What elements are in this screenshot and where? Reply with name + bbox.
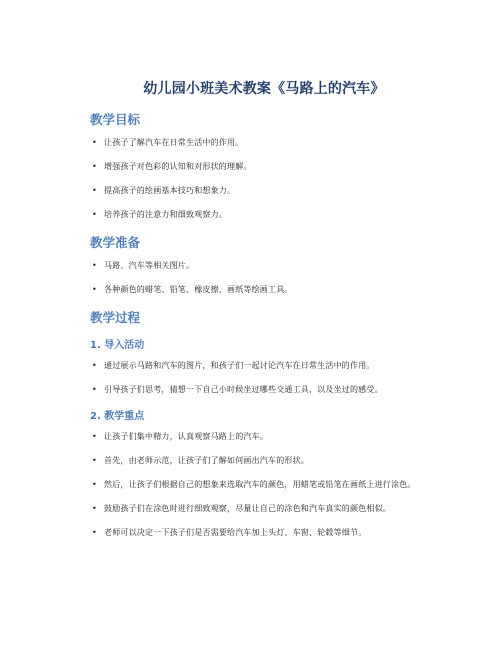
list-item-text: 增强孩子对色彩的认知和对形状的理解。 (104, 162, 252, 171)
list-item (90, 502, 438, 515)
section-heading-objectives: 教学目标 (90, 112, 141, 127)
list-item-text: 然后，让孩子们根据自己的想象来选取汽车的颜色，用蜡笔或铅笔在画纸上进行涂色。 (104, 480, 416, 489)
document-title: 幼儿园小班美术教案《马路上的汽车》 (143, 81, 385, 97)
list-item (90, 526, 438, 539)
bullet-icon: • (92, 385, 97, 394)
list-item-text: 各种颜色的蜡笔、铅笔、橡皮擦、画纸等绘画工具。 (104, 285, 293, 294)
list-item-text: 鼓励孩子们在涂色时进行细致观察，尽量让自己的涂色和汽车真实的颜色相似。 (104, 504, 391, 513)
list-item-text: 提高孩子的绘画基本技巧和想象力。 (104, 186, 236, 195)
bullet-icon: • (92, 261, 97, 270)
list-item (90, 383, 438, 396)
subsection-heading-key-points: 2. 教学重点 (90, 411, 145, 422)
list-item-text: 培养孩子的注意力和细致观察力。 (104, 210, 227, 219)
list-item (90, 430, 438, 443)
bullet-icon: • (92, 138, 97, 147)
list-item-text: 老师可以决定一下孩子们是否需要给汽车加上头灯、车窗、轮毂等细节。 (104, 528, 367, 537)
list-item-text: 通过展示马路和汽车的图片，和孩子们一起讨论汽车在日常生活中的作用。 (104, 361, 375, 370)
list-item (90, 259, 438, 272)
list-item (90, 184, 438, 197)
intro-list (90, 359, 438, 396)
list-item (90, 454, 438, 467)
bullet-icon: • (92, 528, 97, 537)
list-item-text: 首先，由老师示范，让孩子们了解如何画出汽车的形状。 (104, 456, 309, 465)
list-item (90, 160, 438, 173)
bullet-icon: • (92, 285, 97, 294)
list-item (90, 359, 438, 372)
bullet-icon: • (92, 186, 97, 195)
list-item (90, 208, 438, 221)
bullet-icon: • (92, 480, 97, 489)
list-item (90, 136, 438, 149)
list-item-text: 让孩子了解汽车在日常生活中的作用。 (104, 138, 244, 147)
section-heading-preparation: 教学准备 (90, 235, 141, 250)
bullet-icon: • (92, 432, 97, 441)
list-item-text: 让孩子们集中精力，认真观察马路上的汽车。 (104, 432, 268, 441)
subsection-heading-intro: 1. 导入活动 (90, 340, 145, 351)
list-item-text: 马路、汽车等相关图片。 (104, 261, 195, 270)
objectives-list (90, 136, 438, 221)
section-heading-process: 教学过程 (90, 310, 141, 325)
key-points-list (90, 430, 438, 539)
bullet-icon: • (92, 361, 97, 370)
preparation-list (90, 259, 438, 296)
list-item (90, 283, 438, 296)
bullet-icon: • (92, 504, 97, 513)
bullet-icon: • (92, 210, 97, 219)
bullet-icon: • (92, 162, 97, 171)
list-item-text: 引导孩子们思考，猜想一下自己小时候坐过哪些交通工具，以及坐过的感受。 (104, 385, 383, 394)
bullet-icon: • (92, 456, 97, 465)
list-item (90, 478, 438, 491)
